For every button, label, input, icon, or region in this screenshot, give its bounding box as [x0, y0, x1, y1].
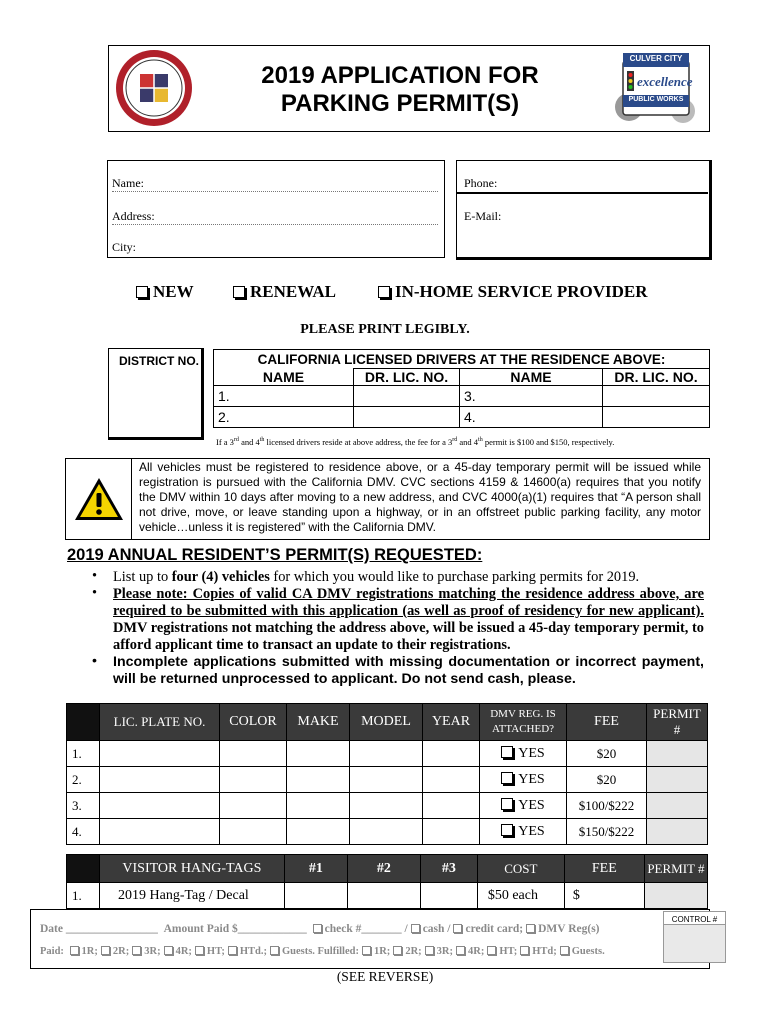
- vehicle-2-plate[interactable]: [100, 767, 220, 793]
- col-tag-2: #2: [347, 855, 420, 883]
- col-visitor-permit: PERMIT #: [644, 855, 707, 883]
- annual-heading: 2019 ANNUAL RESIDENT’S PERMIT(S) REQUESTED:: [67, 546, 483, 564]
- hang-tag-cost: $50 each: [477, 883, 564, 909]
- vehicle-1-permit: [647, 741, 708, 767]
- vehicle-3-color[interactable]: [220, 793, 287, 819]
- city-seal-logo: [114, 48, 194, 128]
- driver-2-license[interactable]: [354, 407, 460, 428]
- office-paid-checkbox: [70, 946, 79, 955]
- logo-text-top: CULVER CITY: [629, 54, 683, 63]
- drivers-fee-note: If a 3rd and 4th licensed drivers reside at above address, the fee for a 3rd and 4th permit is $100 and $150, respectively.: [216, 437, 615, 447]
- vehicle-1-model[interactable]: [350, 741, 423, 767]
- vehicle-3-year[interactable]: [423, 793, 480, 819]
- warning-triangle-icon: [73, 476, 125, 522]
- office-paid-checkbox: [520, 946, 529, 955]
- col-year: YEAR: [423, 704, 480, 741]
- logo-text-bottom: PUBLIC WORKS: [628, 96, 684, 103]
- table-row: 1. YES $20: [67, 741, 708, 767]
- vehicle-4-year[interactable]: [423, 819, 480, 845]
- vehicle-3-dmv-yes[interactable]: YES: [480, 793, 567, 819]
- phone-label: Phone: [464, 176, 494, 190]
- hang-tag-2[interactable]: [347, 883, 420, 909]
- col-make: MAKE: [287, 704, 350, 741]
- vehicle-1-dmv-yes[interactable]: YES: [480, 741, 567, 767]
- vehicle-2-color[interactable]: [220, 767, 287, 793]
- see-reverse-footer: (SEE REVERSE): [336, 969, 434, 984]
- district-box[interactable]: [108, 348, 204, 440]
- office-paid-checkbox: [425, 946, 434, 955]
- new-checkbox[interactable]: [136, 286, 148, 298]
- logo-text-middle: excellence: [637, 74, 693, 89]
- email-label: E-Mail: [464, 209, 498, 223]
- vehicle-2-model[interactable]: [350, 767, 423, 793]
- office-paid-checkbox: [362, 946, 371, 955]
- driver-1-license[interactable]: [354, 386, 460, 407]
- office-paid-checkbox: [101, 946, 110, 955]
- drivers-title: CALIFORNIA LICENSED DRIVERS AT THE RESIDENCE ABOVE:: [214, 350, 710, 369]
- office-payment-line: Date ________________ Amount Paid $____________ check #_______ / cash / credit card; DMV Reg(s): [40, 923, 600, 935]
- bullet-1: • List up to four (4) vehicles for which you would like to purchase parking permits for 2019.: [92, 568, 640, 585]
- vehicle-4-color[interactable]: [220, 819, 287, 845]
- warning-text: All vehicles must be registered to residence above, or a 45-day temporary permit will be issued while registration is pursued with the California DMV. CVC sections 4159 & 14600(a) requires that you notify the DMV within 10 days after moving to a new address, and CVC 4000(a)(1) requires that “A person shall not drive, move, or leave standing upon a highway, or in an offstreet public parking facility, any motor vehicle…unless it is registered” with the California DMV.: [139, 460, 701, 534]
- title-line-1: 2019 APPLICATION FOR: [261, 62, 539, 89]
- name-label: Name: [112, 176, 141, 190]
- office-paid-checkbox: [164, 946, 173, 955]
- col-permit: PERMIT #: [647, 704, 708, 741]
- vehicle-1-plate[interactable]: [100, 741, 220, 767]
- vehicle-4-plate[interactable]: [100, 819, 220, 845]
- office-paid-item: Guests. Fulfilled:: [281, 946, 359, 957]
- renewal-label: RENEWAL: [250, 282, 336, 301]
- col-model: MODEL: [350, 704, 423, 741]
- annual-bullets: [92, 569, 704, 688]
- yes-checkbox[interactable]: [501, 798, 513, 810]
- vehicle-2-dmv-yes[interactable]: YES: [480, 767, 567, 793]
- hang-tag-fee[interactable]: $: [564, 883, 644, 909]
- office-paid-item: Guests.: [571, 946, 605, 957]
- office-paid-checkbox: [228, 946, 237, 955]
- office-use-box: [30, 909, 710, 969]
- city-field[interactable]: City:: [112, 240, 137, 254]
- vehicle-4-dmv-yes[interactable]: YES: [480, 819, 567, 845]
- control-number-label: CONTROL #: [664, 912, 725, 925]
- table-row: 1. 2019 Hang-Tag / Decal $50 each $: [67, 883, 708, 909]
- office-paid-item: 2R;: [405, 946, 422, 957]
- vehicle-2-year[interactable]: [423, 767, 480, 793]
- public-works-logo: [613, 47, 699, 127]
- office-paid-checkbox: [132, 946, 141, 955]
- office-paid-checkbox: [560, 946, 569, 955]
- vehicle-3-make[interactable]: [287, 793, 350, 819]
- driver-1-name[interactable]: 1.: [214, 386, 354, 407]
- office-paid-item: 1R;: [373, 946, 391, 957]
- in-home-option[interactable]: [378, 282, 648, 302]
- in-home-label: IN-HOME SERVICE PROVIDER: [395, 282, 648, 301]
- office-paid-checkbox: [393, 946, 402, 955]
- col-header-name-2: NAME: [460, 369, 603, 386]
- office-paid-line: Paid: 1R; 2R; 3R; 4R; HT; HTd.; Guests. Fulfilled: 1R; 2R; 3R; 4R; HT; HTd; Guests.: [40, 946, 605, 957]
- table-row: [214, 407, 710, 428]
- table-row: 2. YES $20: [67, 767, 708, 793]
- title-line-2: PARKING PERMIT(S): [280, 90, 520, 117]
- col-dmv-attached: DMV REG. IS ATTACHED?: [480, 704, 567, 741]
- col-visitor-hang-tags: VISITOR HANG-TAGS: [100, 855, 285, 883]
- vehicle-4-make[interactable]: [287, 819, 350, 845]
- warning-icon-cell: [66, 459, 132, 539]
- hang-tag-description: 2019 Hang-Tag / Decal: [100, 883, 285, 909]
- bullet-3: • Incomplete applications submitted with missing documentation or incorrect payment, will be returned unprocessed to applicant. Do not send cash, please.: [92, 653, 704, 687]
- print-legibly-note: PLEASE PRINT LEGIBLY.: [300, 322, 470, 337]
- office-paid-item: HTd.;: [239, 946, 267, 957]
- driver-3-name[interactable]: 3.: [460, 386, 603, 407]
- bullet-2: • Please note: Copies of valid CA DMV registrations matching the residence address above, are required to be submitted with this application (as well as proof of residency for new applicant). DMV registrations not matching the address above, will be issued a 45-day temporary permit, to afford applicant time to transact an update to their registrations.: [92, 585, 704, 653]
- in-home-checkbox[interactable]: [378, 286, 390, 298]
- table-row: 4. YES $150/$222: [67, 819, 708, 845]
- renewal-checkbox[interactable]: [233, 286, 245, 298]
- address-label: Address: [112, 209, 152, 223]
- office-paid-item: 2R;: [112, 946, 130, 957]
- office-paid-item: 3R;: [436, 946, 453, 957]
- city-label: City: [112, 240, 133, 254]
- office-paid-checkbox: [487, 946, 496, 955]
- renewal-option[interactable]: [233, 282, 336, 302]
- yes-checkbox[interactable]: [501, 772, 513, 784]
- col-cost: COST: [477, 855, 564, 883]
- divider: [456, 192, 708, 194]
- col-header-license: DR. LIC. NO.: [354, 369, 460, 386]
- new-label: NEW: [153, 282, 194, 301]
- vehicle-1-make[interactable]: [287, 741, 350, 767]
- office-paid-item: 4R;: [468, 946, 485, 957]
- yes-checkbox[interactable]: [501, 746, 513, 758]
- visitor-table: [66, 854, 708, 909]
- driver-4-name[interactable]: 4.: [460, 407, 603, 428]
- table-row: 3. YES $100/$222: [67, 793, 708, 819]
- vehicle-1-year[interactable]: [423, 741, 480, 767]
- col-header-name: NAME: [214, 369, 354, 386]
- col-fee: FEE: [567, 704, 647, 741]
- vehicle-4-permit: [647, 819, 708, 845]
- drivers-table: [213, 349, 710, 428]
- office-paid-item: HT;: [206, 946, 225, 957]
- vehicle-3-plate[interactable]: [100, 793, 220, 819]
- hang-tag-permit: [644, 883, 707, 909]
- control-number-box: [663, 911, 726, 963]
- vehicle-3-model[interactable]: [350, 793, 423, 819]
- email-field[interactable]: E-Mail:: [464, 209, 502, 223]
- vehicle-4-model[interactable]: [350, 819, 423, 845]
- col-tag-3: #3: [420, 855, 477, 883]
- col-tag-1: #1: [284, 855, 347, 883]
- vehicle-2-permit: [647, 767, 708, 793]
- vehicle-1-color[interactable]: [220, 741, 287, 767]
- col-header-license-2: DR. LIC. NO.: [603, 369, 710, 386]
- office-paid-checkbox: [270, 946, 279, 955]
- vehicle-3-permit: [647, 793, 708, 819]
- phone-field[interactable]: Phone:: [464, 176, 498, 190]
- yes-checkbox[interactable]: [501, 824, 513, 836]
- hang-tag-1[interactable]: [284, 883, 347, 909]
- hang-tag-3[interactable]: [420, 883, 477, 909]
- office-paid-checkbox: [195, 946, 204, 955]
- col-color: COLOR: [220, 704, 287, 741]
- name-field[interactable]: Name:: [112, 176, 438, 192]
- driver-3-license[interactable]: [603, 386, 710, 407]
- table-row: [214, 386, 710, 407]
- office-paid-item: 1R;: [81, 946, 98, 957]
- driver-2-name[interactable]: 2.: [214, 407, 354, 428]
- office-paid-checkbox: [456, 946, 465, 955]
- office-paid-item: 4R;: [175, 946, 192, 957]
- address-field[interactable]: Address:: [112, 209, 438, 225]
- district-label: DISTRICT NO.: [119, 354, 199, 368]
- vehicle-2-make[interactable]: [287, 767, 350, 793]
- vehicles-table: [66, 703, 708, 845]
- office-paid-item: HT;: [499, 946, 518, 957]
- driver-4-license[interactable]: [603, 407, 710, 428]
- office-paid-item: HTd;: [532, 946, 557, 957]
- office-paid-item: 3R;: [144, 946, 161, 957]
- page-title: [200, 62, 600, 118]
- new-option[interactable]: [136, 282, 194, 302]
- col-visitor-fee: FEE: [564, 855, 644, 883]
- col-plate: LIC. PLATE NO.: [100, 704, 220, 741]
